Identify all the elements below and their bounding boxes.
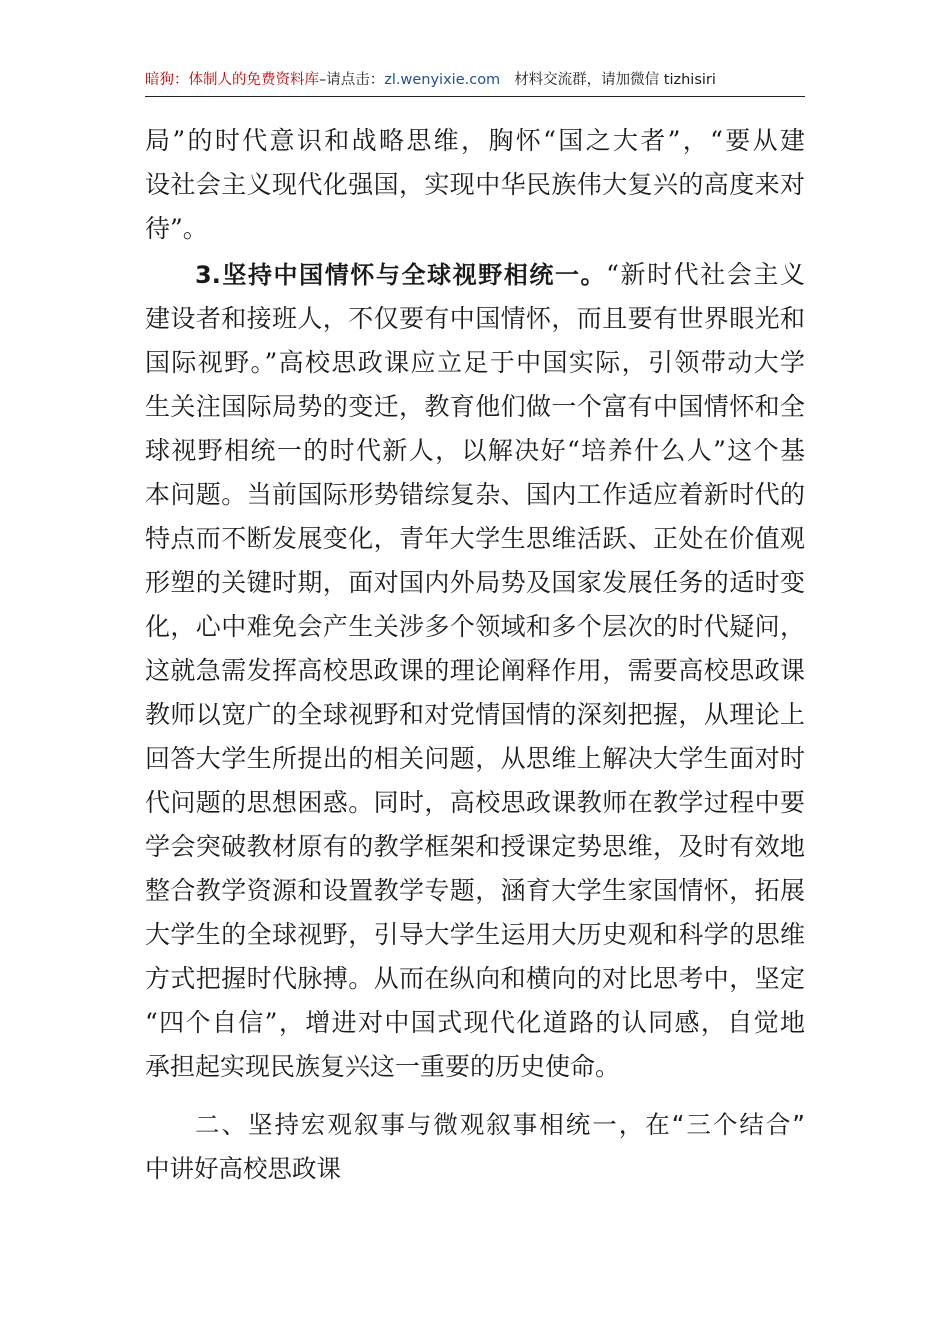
paragraph-line: 回答大学生所提出的相关问题，从思维上解决大学生面对时 [145, 744, 805, 773]
paragraph-line: 特点而不断发展变化，青年大学生思维活跃、正处在价值观 [145, 524, 805, 553]
paragraph-line: 代问题的思想困惑。同时，高校思政课教师在教学过程中要 [145, 788, 805, 817]
paragraph-line: 这就急需发挥高校思政课的理论阐释作用，需要高校思政课 [145, 656, 805, 685]
section-3-first-line [195, 253, 805, 297]
paragraph-line: 整合教学资源和设置教学专题，涵育大学生家国情怀，拓展 [145, 876, 805, 905]
paragraph-line: 国际视野。”高校思政课应立足于中国实际，引领带动大学 [145, 348, 805, 377]
paragraph-line: 教师以宽广的全球视野和对党情国情的深刻把握，从理论上 [145, 700, 805, 729]
paragraph-line: 局”的时代意识和战略思维，胸怀“国之大者”，“要从建 [145, 126, 806, 155]
paragraph-line: 生关注国际局势的变迁，教育他们做一个富有中国情怀和全 [145, 392, 805, 421]
header-brand: 暗狗：体制人的免费资料库 [145, 72, 319, 88]
paragraph-line: 球视野相统一的时代新人，以解决好“培养什么人”这个基 [145, 436, 805, 465]
paragraph-line: 化，心中难免会产生关涉多个领域和多个层次的时代疑问， [145, 612, 805, 641]
paragraph-line: 学会突破教材原有的教学框架和授课定势思维，及时有效地 [145, 832, 805, 861]
paragraph-line: “四个自信”，增进对中国式现代化道路的认同感，自觉地 [145, 1008, 805, 1037]
header-click-prompt: –请点击： [319, 72, 385, 88]
paragraph-line: 设社会主义现代化强国，实现中华民族伟大复兴的高度来对 [145, 170, 805, 199]
paragraph-line: 建设者和接班人，不仅要有中国情怀，而且要有世界眼光和 [145, 304, 805, 333]
paragraph-line: 本问题。当前国际形势错综复杂、国内工作适应着新时代的 [145, 480, 805, 509]
section-2-heading-line-2: 中讲好高校思政课 [145, 1154, 341, 1183]
section-3-heading: 3.坚持中国情怀与全球视野相统一。 [195, 261, 607, 289]
section-2-heading-line-1: 二、坚持宏观叙事与微观叙事相统一，在“三个结合” [195, 1110, 805, 1139]
paragraph-line: 方式把握时代脉搏。从而在纵向和横向的对比思考中，坚定 [145, 964, 805, 993]
paragraph-line: 形塑的关键时期，面对国内外局势及国家发展任务的适时变 [145, 568, 805, 597]
paragraph-line: 待”。 [145, 214, 208, 243]
section-3-first-line-text: “新时代社会主义 [606, 260, 805, 289]
paragraph-line: 大学生的全球视野，引导大学生运用大历史观和科学的思维 [145, 920, 805, 949]
header-link[interactable]: zl.wenyixie.com [384, 72, 501, 88]
paragraph-line: 承担起实现民族复兴这一重要的历史使命。 [145, 1052, 621, 1081]
header-group-note: 材料交流群，请加微信 tizhisiri [514, 72, 716, 88]
header-divider [145, 96, 805, 97]
page-header [145, 66, 805, 94]
